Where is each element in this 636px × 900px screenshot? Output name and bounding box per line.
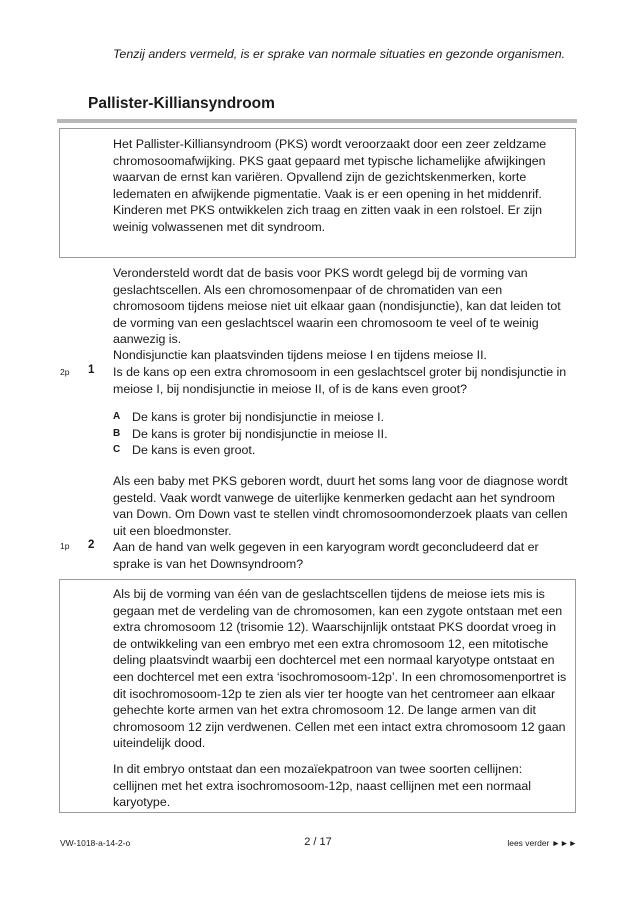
- option-c: [113, 442, 388, 459]
- paragraph-meiose: Verondersteld wordt dat de basis voor PKS wordt gelegd bij de vorming van geslachtscellen. Als een chromosomenpaar of de chromatiden van een chromosoom tijdens meiose niet uit elkaar gaan (nondisjunctie), kan dat leiden tot de vorming van een geslachtscel waarin een chromosoom te veel of te weinig aanwezig is.: [113, 266, 561, 347]
- option-b-letter: B: [113, 427, 121, 439]
- question-1-options: [113, 409, 388, 459]
- option-c-letter: C: [113, 444, 121, 456]
- question-2-points: 1p: [60, 541, 70, 551]
- option-a-text: De kans is groter bij nondisjunctie in meiose I.: [132, 410, 385, 424]
- option-a: [113, 409, 388, 426]
- context-box-2-text: Als bij de vorming van één van de geslachtscellen tijdens de meiose iets mis is gegaan met de verdeling van de chromosomen, kan een zygote ontstaan met een extra chromosoom 12 (trisomie 12). Waarschijnlijk ontstaat PKS doordat vroeg in de ontwikkeling van een embryo met een extra chromosoom 12, een mitotische deling plaatsvindt waarbij een dochtercel met een normaal karyotype ontstaat en een dochtercel met een extra ‘isochromosoom-12p’. In een chromosomenportret is dit isochromosoom-12p te zien als vier ter hoogte van het centromeer aan elkaar gehechte korte armen van het extra chromosoom 12. De lange armen van dit chromosoom 12 zijn verdwenen. Cellen met een intact extra chromosoom 12 gaan uiteindelijk dood.: [113, 587, 567, 751]
- context-box-1-text: Het Pallister-Killiansyndroom (PKS) wordt veroorzaakt door een zeer zeldzame chromosoomafwijking. PKS gaat gepaard met typische lichamelijke afwijkingen waarvan de ernst kan variëren. Opvallend zijn de gezichtskenmerken, korte ledematen en afwijkende pigmentatie. Vaak is er een opening in het middenrif. Kinderen met PKS ontwikkelen zich traag en zitten vaak in een rolstoel. Er zijn weinig volwassenen met dit syndroom.: [113, 137, 547, 234]
- question-1-text: Is de kans op een extra chromosoom in een geslachtscel groter bij nondisjunctie in meiose I, bij nondisjunctie in meiose II, of is de kans even groot?: [113, 365, 567, 396]
- option-b-text: De kans is groter bij nondisjunctie in meiose II.: [132, 426, 388, 441]
- page-number: 2 / 17: [304, 836, 332, 848]
- paragraph-nondisjunctie: Nondisjunctie kan plaatsvinden tijdens meiose I en tijdens meiose II.: [113, 348, 487, 362]
- paragraph-diagnose: Als een baby met PKS geboren wordt, duurt het soms lang voor de diagnose wordt gesteld. Vaak wordt vanwege de uiterlijke kenmerken gedacht aan het syndroom van Down. Om Down vast te stellen vindt chromosoomonderzoek plaats van cellen uit een bloedmonster.: [113, 474, 568, 538]
- intro-note: Tenzij anders vermeld, is er sprake van normale situaties en gezonde organismen.: [113, 47, 566, 61]
- footer-next-page: lees verder ►►►: [507, 838, 577, 848]
- option-a-letter: A: [113, 411, 121, 422]
- option-b: [113, 426, 388, 443]
- option-c-text: De kans is even groot.: [132, 443, 256, 458]
- question-1-points: 2p: [60, 367, 70, 377]
- context-box-2-text-2: In dit embryo ontstaat dan een mozaïekpatroon van twee soorten cellijnen: cellijnen met het extra isochromosoom-12p, naast cellijnen met een normaal karyotype.: [113, 762, 532, 810]
- section-rule: [57, 119, 577, 123]
- footer-exam-code: VW-1018-a-14-2-o: [60, 838, 131, 848]
- question-1-number: 1: [88, 364, 95, 376]
- question-2-text: Aan de hand van welk gegeven in een karyogram wordt geconcludeerd dat er sprake is van het Downsyndroom?: [113, 540, 539, 571]
- section-title: Pallister-Killiansyndroom: [88, 95, 275, 112]
- question-2-number: 2: [88, 539, 95, 551]
